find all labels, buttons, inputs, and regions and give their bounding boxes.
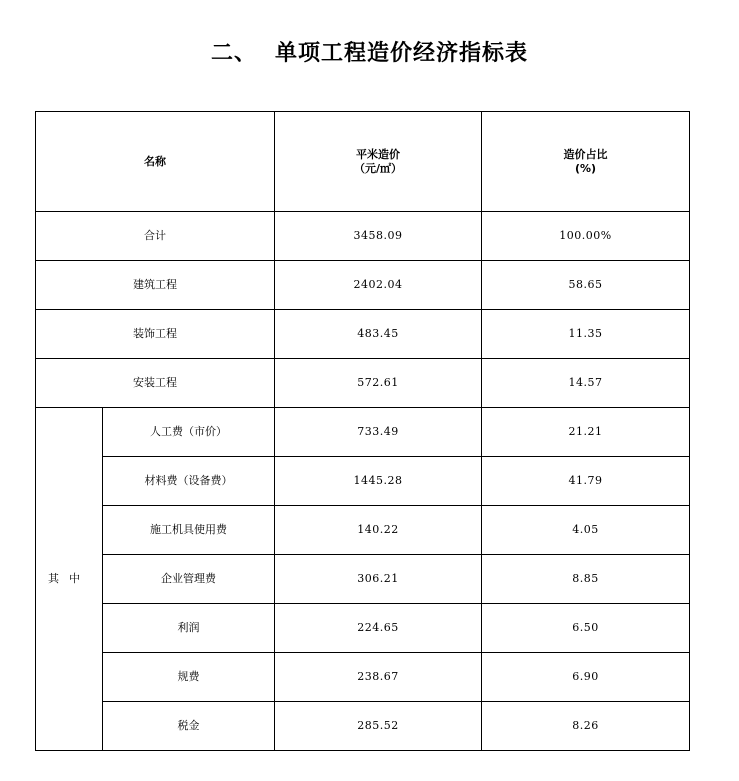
sub-row-name: 人工费（市价） (103, 408, 275, 457)
header-price (275, 112, 482, 212)
sub-row-name: 税金 (103, 702, 275, 751)
sub-row-price: 733.49 (275, 408, 482, 457)
sub-row-price: 306.21 (275, 555, 482, 604)
table-header-row (36, 112, 690, 212)
sub-row-name: 施工机具使用费 (103, 506, 275, 555)
sub-row-price: 285.52 (275, 702, 482, 751)
sub-row-name: 企业管理费 (103, 555, 275, 604)
sub-row-name: 规费 (103, 653, 275, 702)
table-row (36, 702, 690, 751)
sub-row-ratio: 6.50 (482, 604, 690, 653)
sub-row-ratio: 4.05 (482, 506, 690, 555)
sub-row-ratio: 41.79 (482, 457, 690, 506)
row-ratio: 100.00% (482, 212, 690, 261)
header-price-line2: （元/㎡） (353, 161, 403, 175)
sub-row-name: 利润 (103, 604, 275, 653)
row-ratio: 11.35 (482, 310, 690, 359)
sub-row-ratio: 8.85 (482, 555, 690, 604)
row-price: 483.45 (275, 310, 482, 359)
header-name: 名称 (36, 112, 275, 212)
table-row-total (36, 212, 690, 261)
table-row (36, 555, 690, 604)
sub-row-price: 140.22 (275, 506, 482, 555)
row-name: 装饰工程 (36, 310, 275, 359)
table-row (36, 359, 690, 408)
group-label-cell: 其中 (36, 408, 103, 751)
sub-row-ratio: 8.26 (482, 702, 690, 751)
table-row (36, 653, 690, 702)
row-price: 2402.04 (275, 261, 482, 310)
row-price: 3458.09 (275, 212, 482, 261)
sub-row-ratio: 21.21 (482, 408, 690, 457)
row-name: 合计 (36, 212, 275, 261)
header-ratio-line1: 造价占比 (563, 147, 608, 161)
table-row (36, 457, 690, 506)
title-number: 二、 (210, 41, 257, 66)
row-name: 建筑工程 (36, 261, 275, 310)
table-row (36, 408, 690, 457)
title-text: 单项工程造价经济指标表 (275, 41, 529, 66)
header-ratio (482, 112, 690, 212)
row-ratio: 58.65 (482, 261, 690, 310)
table-row (36, 604, 690, 653)
sub-row-ratio: 6.90 (482, 653, 690, 702)
sub-row-price: 224.65 (275, 604, 482, 653)
table-row (36, 506, 690, 555)
sub-row-price: 1445.28 (275, 457, 482, 506)
row-ratio: 14.57 (482, 359, 690, 408)
table-row (36, 261, 690, 310)
row-name: 安装工程 (36, 359, 275, 408)
cost-index-table (35, 111, 690, 751)
sub-row-price: 238.67 (275, 653, 482, 702)
header-price-line1: 平米造价 (356, 147, 400, 161)
sub-row-name: 材料费（设备费） (103, 457, 275, 506)
row-price: 572.61 (275, 359, 482, 408)
table-row (36, 310, 690, 359)
header-ratio-line2: (%) (574, 161, 597, 175)
page-title (0, 36, 739, 67)
